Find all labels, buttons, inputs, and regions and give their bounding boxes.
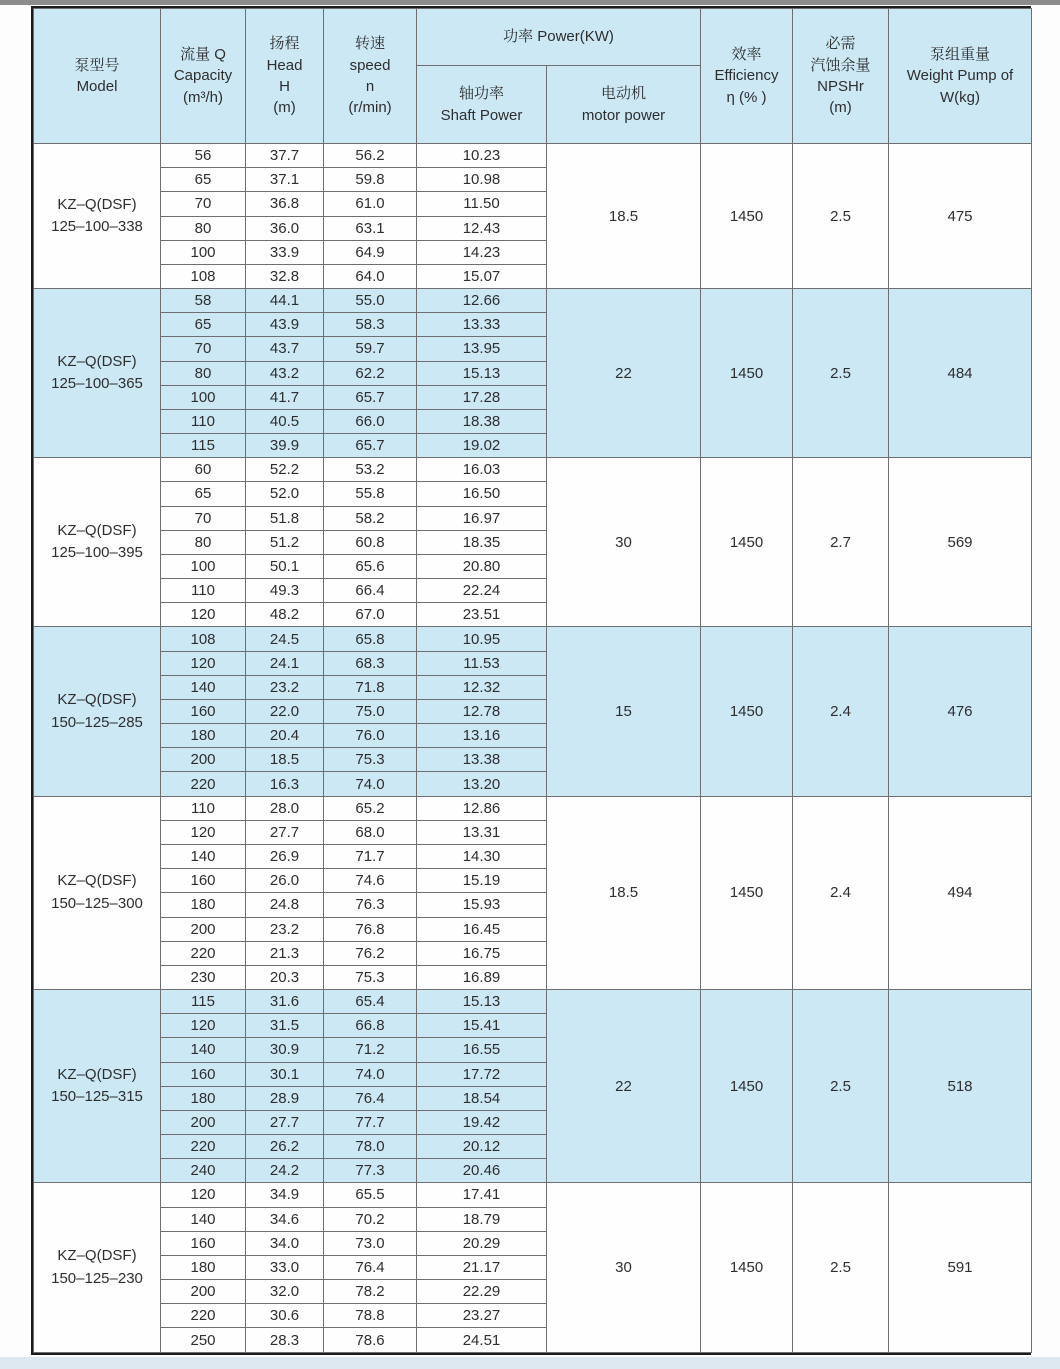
table-row [34, 990, 1032, 1014]
header-model-cn: 泵型号 [74, 56, 120, 74]
page-bottom-band [0, 1357, 1060, 1369]
head-cell: 39.9 [246, 434, 324, 458]
model-cell [34, 627, 161, 796]
shaft-power-cell: 20.80 [417, 554, 547, 578]
head-cell: 43.2 [246, 361, 324, 385]
speed-cell: 65.2 [324, 796, 417, 820]
header-weight-cn: 泵组重量 [929, 46, 990, 64]
model-line: 125–100–338 [51, 218, 143, 236]
weight-cell: 476 [889, 627, 1032, 796]
capacity-cell: 220 [161, 941, 246, 965]
shaft-power-cell: 17.28 [417, 385, 547, 409]
speed-cell: 66.4 [324, 579, 417, 603]
head-cell: 31.6 [246, 990, 324, 1014]
head-cell: 20.3 [246, 965, 324, 989]
capacity-cell: 200 [161, 1110, 246, 1134]
head-cell: 26.2 [246, 1135, 324, 1159]
model-line: 150–125–315 [51, 1088, 143, 1106]
shaft-power-cell: 14.23 [417, 240, 547, 264]
shaft-power-cell: 20.29 [417, 1231, 547, 1255]
header-shaft-power [417, 66, 547, 144]
speed-cell: 55.0 [324, 289, 417, 313]
shaft-power-cell: 10.23 [417, 144, 547, 168]
head-cell: 43.7 [246, 337, 324, 361]
head-cell: 37.1 [246, 168, 324, 192]
motor-power-cell: 18.5 [547, 796, 701, 989]
weight-cell: 569 [889, 458, 1032, 627]
capacity-cell: 140 [161, 844, 246, 868]
speed-cell: 65.4 [324, 990, 417, 1014]
speed-cell: 65.5 [324, 1183, 417, 1207]
shaft-power-cell: 16.97 [417, 506, 547, 530]
header-motor-power [547, 66, 701, 144]
speed-cell: 76.4 [324, 1086, 417, 1110]
head-cell: 44.1 [246, 289, 324, 313]
head-cell: 27.7 [246, 820, 324, 844]
shaft-power-cell: 18.38 [417, 409, 547, 433]
speed-cell: 65.7 [324, 434, 417, 458]
speed-cell: 66.0 [324, 409, 417, 433]
weight-cell: 494 [889, 796, 1032, 989]
header-weight [889, 9, 1032, 144]
motor-power-cell: 22 [547, 289, 701, 458]
capacity-cell: 120 [161, 820, 246, 844]
head-cell: 28.0 [246, 796, 324, 820]
efficiency-cell: 1450 [701, 990, 793, 1183]
speed-cell: 76.0 [324, 724, 417, 748]
shaft-power-cell: 22.29 [417, 1280, 547, 1304]
shaft-power-cell: 17.72 [417, 1062, 547, 1086]
speed-cell: 70.2 [324, 1207, 417, 1231]
head-cell: 26.0 [246, 869, 324, 893]
weight-cell: 475 [889, 144, 1032, 289]
shaft-power-cell: 15.93 [417, 893, 547, 917]
table-row [34, 1183, 1032, 1207]
shaft-power-cell: 16.75 [417, 941, 547, 965]
head-cell: 52.2 [246, 458, 324, 482]
shaft-power-cell: 12.78 [417, 699, 547, 723]
shaft-power-cell: 11.50 [417, 192, 547, 216]
speed-cell: 76.8 [324, 917, 417, 941]
shaft-power-cell: 13.38 [417, 748, 547, 772]
shaft-power-cell: 18.79 [417, 1207, 547, 1231]
model-line: KZ–Q(DSF) [57, 352, 137, 370]
capacity-cell: 180 [161, 1086, 246, 1110]
head-cell: 50.1 [246, 554, 324, 578]
header-efficiency-cn: 效率 [731, 46, 762, 64]
shaft-power-cell: 15.41 [417, 1014, 547, 1038]
shaft-power-cell: 16.45 [417, 917, 547, 941]
speed-cell: 78.6 [324, 1328, 417, 1353]
capacity-cell: 65 [161, 313, 246, 337]
header-speed-cn: 转速 [354, 35, 385, 53]
efficiency-cell: 1450 [701, 289, 793, 458]
shaft-power-cell: 12.86 [417, 796, 547, 820]
header-head-symbol: H [279, 78, 290, 95]
shaft-power-cell: 10.95 [417, 627, 547, 651]
capacity-cell: 115 [161, 434, 246, 458]
capacity-cell: 108 [161, 264, 246, 288]
head-cell: 24.5 [246, 627, 324, 651]
shaft-power-cell: 15.13 [417, 990, 547, 1014]
speed-cell: 60.8 [324, 530, 417, 554]
head-cell: 36.0 [246, 216, 324, 240]
header-efficiency [701, 9, 793, 144]
speed-cell: 68.3 [324, 651, 417, 675]
speed-cell: 56.2 [324, 144, 417, 168]
capacity-cell: 220 [161, 1304, 246, 1328]
pump-spec-table-frame [31, 6, 1031, 1355]
shaft-power-cell: 13.33 [417, 313, 547, 337]
model-line: 150–125–230 [51, 1269, 143, 1287]
model-line: KZ–Q(DSF) [57, 872, 137, 890]
capacity-cell: 180 [161, 893, 246, 917]
head-cell: 20.4 [246, 724, 324, 748]
speed-cell: 73.0 [324, 1231, 417, 1255]
header-speed-symbol: n [365, 78, 375, 95]
capacity-cell: 80 [161, 530, 246, 554]
weight-cell: 591 [889, 1183, 1032, 1353]
model-line: 150–125–285 [51, 713, 143, 731]
shaft-power-cell: 16.55 [417, 1038, 547, 1062]
model-line: KZ–Q(DSF) [57, 521, 137, 539]
capacity-cell: 110 [161, 579, 246, 603]
speed-cell: 75.3 [324, 748, 417, 772]
header-efficiency-en: Efficiency [714, 67, 779, 85]
header-speed [324, 9, 417, 144]
capacity-cell: 100 [161, 385, 246, 409]
speed-cell: 75.0 [324, 699, 417, 723]
head-cell: 28.3 [246, 1328, 324, 1353]
capacity-cell: 230 [161, 965, 246, 989]
speed-cell: 65.7 [324, 385, 417, 409]
capacity-cell: 108 [161, 627, 246, 651]
shaft-power-cell: 14.30 [417, 844, 547, 868]
capacity-cell: 160 [161, 699, 246, 723]
capacity-cell: 160 [161, 869, 246, 893]
head-cell: 43.9 [246, 313, 324, 337]
shaft-power-cell: 24.51 [417, 1328, 547, 1353]
shaft-power-cell: 12.66 [417, 289, 547, 313]
model-cell [34, 990, 161, 1183]
header-npshr-en: NPSHr [817, 78, 864, 95]
page-top-band [0, 0, 1060, 5]
capacity-cell: 200 [161, 917, 246, 941]
header-power-span-label: 功率 Power(KW) [503, 28, 614, 46]
weight-cell: 518 [889, 990, 1032, 1183]
capacity-cell: 220 [161, 1135, 246, 1159]
capacity-cell: 180 [161, 1255, 246, 1279]
model-line: 150–125–300 [51, 894, 143, 912]
head-cell: 24.1 [246, 651, 324, 675]
capacity-cell: 110 [161, 409, 246, 433]
speed-cell: 55.8 [324, 482, 417, 506]
head-cell: 34.0 [246, 1231, 324, 1255]
speed-cell: 77.7 [324, 1110, 417, 1134]
pump-spec-table [33, 8, 1032, 1353]
header-efficiency-unit: η (% ) [726, 88, 767, 106]
shaft-power-cell: 23.51 [417, 603, 547, 627]
header-row-1 [34, 9, 1032, 66]
shaft-power-cell: 15.13 [417, 361, 547, 385]
shaft-power-cell: 13.31 [417, 820, 547, 844]
speed-cell: 75.3 [324, 965, 417, 989]
head-cell: 30.9 [246, 1038, 324, 1062]
speed-cell: 76.3 [324, 893, 417, 917]
header-shaft-power-cn: 轴功率 [458, 85, 504, 103]
shaft-power-cell: 12.43 [417, 216, 547, 240]
head-cell: 36.8 [246, 192, 324, 216]
head-cell: 23.2 [246, 917, 324, 941]
head-cell: 33.9 [246, 240, 324, 264]
capacity-cell: 58 [161, 289, 246, 313]
speed-cell: 59.8 [324, 168, 417, 192]
model-cell [34, 1183, 161, 1353]
capacity-cell: 80 [161, 216, 246, 240]
table-row [34, 627, 1032, 651]
shaft-power-cell: 13.20 [417, 772, 547, 796]
head-cell: 26.9 [246, 844, 324, 868]
header-speed-en: speed [349, 56, 391, 74]
header-capacity-cn: 流量 Q [180, 46, 226, 64]
header-motor-power-cn: 电动机 [600, 85, 646, 103]
head-cell: 22.0 [246, 699, 324, 723]
head-cell: 37.7 [246, 144, 324, 168]
capacity-cell: 110 [161, 796, 246, 820]
capacity-cell: 120 [161, 1014, 246, 1038]
npshr-cell: 2.5 [793, 990, 889, 1183]
speed-cell: 64.0 [324, 264, 417, 288]
efficiency-cell: 1450 [701, 144, 793, 289]
motor-power-cell: 18.5 [547, 144, 701, 289]
model-line: KZ–Q(DSF) [57, 691, 137, 709]
shaft-power-cell: 16.89 [417, 965, 547, 989]
head-cell: 18.5 [246, 748, 324, 772]
speed-cell: 77.3 [324, 1159, 417, 1183]
header-model-en: Model [76, 78, 118, 95]
speed-cell: 78.0 [324, 1135, 417, 1159]
head-cell: 40.5 [246, 409, 324, 433]
speed-cell: 71.2 [324, 1038, 417, 1062]
shaft-power-cell: 20.46 [417, 1159, 547, 1183]
shaft-power-cell: 12.32 [417, 675, 547, 699]
npshr-cell: 2.5 [793, 289, 889, 458]
npshr-cell: 2.4 [793, 627, 889, 796]
capacity-cell: 100 [161, 554, 246, 578]
shaft-power-cell: 16.50 [417, 482, 547, 506]
speed-cell: 68.0 [324, 820, 417, 844]
head-cell: 24.2 [246, 1159, 324, 1183]
shaft-power-cell: 18.54 [417, 1086, 547, 1110]
table-row [34, 458, 1032, 482]
shaft-power-cell: 20.12 [417, 1135, 547, 1159]
head-cell: 30.6 [246, 1304, 324, 1328]
header-capacity-unit: (m³/h) [183, 88, 223, 106]
head-cell: 21.3 [246, 941, 324, 965]
npshr-cell: 2.4 [793, 796, 889, 989]
capacity-cell: 140 [161, 1207, 246, 1231]
header-head-en: Head [266, 56, 303, 74]
weight-cell: 484 [889, 289, 1032, 458]
capacity-cell: 250 [161, 1328, 246, 1353]
shaft-power-cell: 13.95 [417, 337, 547, 361]
head-cell: 27.7 [246, 1110, 324, 1134]
motor-power-cell: 22 [547, 990, 701, 1183]
head-cell: 51.8 [246, 506, 324, 530]
head-cell: 16.3 [246, 772, 324, 796]
capacity-cell: 140 [161, 1038, 246, 1062]
speed-cell: 62.2 [324, 361, 417, 385]
npshr-cell: 2.7 [793, 458, 889, 627]
model-line: 125–100–365 [51, 375, 143, 393]
npshr-cell: 2.5 [793, 1183, 889, 1353]
head-cell: 33.0 [246, 1255, 324, 1279]
efficiency-cell: 1450 [701, 1183, 793, 1353]
speed-cell: 65.6 [324, 554, 417, 578]
head-cell: 31.5 [246, 1014, 324, 1038]
speed-cell: 76.4 [324, 1255, 417, 1279]
header-npshr-cn1: 必需 [825, 35, 856, 53]
shaft-power-cell: 17.41 [417, 1183, 547, 1207]
capacity-cell: 70 [161, 192, 246, 216]
speed-cell: 65.8 [324, 627, 417, 651]
capacity-cell: 100 [161, 240, 246, 264]
speed-cell: 58.3 [324, 313, 417, 337]
capacity-cell: 65 [161, 168, 246, 192]
speed-cell: 71.8 [324, 675, 417, 699]
header-capacity-en: Capacity [173, 67, 233, 85]
shaft-power-cell: 23.27 [417, 1304, 547, 1328]
speed-cell: 53.2 [324, 458, 417, 482]
header-weight-en: Weight Pump of [906, 67, 1014, 85]
speed-cell: 59.7 [324, 337, 417, 361]
shaft-power-cell: 19.42 [417, 1110, 547, 1134]
motor-power-cell: 30 [547, 1183, 701, 1353]
motor-power-cell: 15 [547, 627, 701, 796]
header-speed-unit: (r/min) [348, 99, 392, 117]
speed-cell: 78.8 [324, 1304, 417, 1328]
table-row [34, 144, 1032, 168]
model-line: KZ–Q(DSF) [57, 195, 137, 213]
capacity-cell: 60 [161, 458, 246, 482]
head-cell: 23.2 [246, 675, 324, 699]
capacity-cell: 160 [161, 1231, 246, 1255]
header-npshr [793, 9, 889, 144]
efficiency-cell: 1450 [701, 458, 793, 627]
efficiency-cell: 1450 [701, 627, 793, 796]
shaft-power-cell: 15.19 [417, 869, 547, 893]
header-motor-power-en: motor power [581, 106, 666, 124]
header-weight-unit: W(kg) [940, 88, 980, 106]
header-head-cn: 扬程 [269, 35, 300, 53]
header-head [246, 9, 324, 144]
shaft-power-cell: 11.53 [417, 651, 547, 675]
shaft-power-cell: 18.35 [417, 530, 547, 554]
shaft-power-cell: 16.03 [417, 458, 547, 482]
capacity-cell: 140 [161, 675, 246, 699]
shaft-power-cell: 13.16 [417, 724, 547, 748]
model-line: 125–100–395 [51, 544, 143, 562]
shaft-power-cell: 21.17 [417, 1255, 547, 1279]
head-cell: 52.0 [246, 482, 324, 506]
capacity-cell: 240 [161, 1159, 246, 1183]
capacity-cell: 70 [161, 337, 246, 361]
speed-cell: 64.9 [324, 240, 417, 264]
speed-cell: 58.2 [324, 506, 417, 530]
header-model [34, 9, 161, 144]
head-cell: 32.8 [246, 264, 324, 288]
shaft-power-cell: 19.02 [417, 434, 547, 458]
table-row [34, 289, 1032, 313]
capacity-cell: 120 [161, 603, 246, 627]
capacity-cell: 220 [161, 772, 246, 796]
speed-cell: 71.7 [324, 844, 417, 868]
speed-cell: 78.2 [324, 1280, 417, 1304]
head-cell: 48.2 [246, 603, 324, 627]
head-cell: 32.0 [246, 1280, 324, 1304]
head-cell: 24.8 [246, 893, 324, 917]
head-cell: 34.9 [246, 1183, 324, 1207]
shaft-power-cell: 22.24 [417, 579, 547, 603]
capacity-cell: 115 [161, 990, 246, 1014]
motor-power-cell: 30 [547, 458, 701, 627]
head-cell: 51.2 [246, 530, 324, 554]
capacity-cell: 70 [161, 506, 246, 530]
header-head-unit: (m) [273, 99, 296, 117]
table-row [34, 796, 1032, 820]
capacity-cell: 200 [161, 1280, 246, 1304]
capacity-cell: 200 [161, 748, 246, 772]
model-cell [34, 144, 161, 289]
header-shaft-power-en: Shaft Power [440, 106, 523, 124]
speed-cell: 63.1 [324, 216, 417, 240]
header-capacity [161, 9, 246, 144]
efficiency-cell: 1450 [701, 796, 793, 989]
speed-cell: 66.8 [324, 1014, 417, 1038]
header-npshr-unit: (m) [829, 99, 852, 117]
shaft-power-cell: 10.98 [417, 168, 547, 192]
speed-cell: 74.0 [324, 772, 417, 796]
capacity-cell: 180 [161, 724, 246, 748]
head-cell: 28.9 [246, 1086, 324, 1110]
model-cell [34, 458, 161, 627]
npshr-cell: 2.5 [793, 144, 889, 289]
capacity-cell: 56 [161, 144, 246, 168]
speed-cell: 61.0 [324, 192, 417, 216]
capacity-cell: 120 [161, 651, 246, 675]
capacity-cell: 65 [161, 482, 246, 506]
model-cell [34, 289, 161, 458]
header-npshr-cn2: 汽蚀余量 [810, 56, 871, 74]
shaft-power-cell: 15.07 [417, 264, 547, 288]
head-cell: 30.1 [246, 1062, 324, 1086]
model-line: KZ–Q(DSF) [57, 1065, 137, 1083]
capacity-cell: 80 [161, 361, 246, 385]
head-cell: 49.3 [246, 579, 324, 603]
head-cell: 41.7 [246, 385, 324, 409]
speed-cell: 76.2 [324, 941, 417, 965]
speed-cell: 67.0 [324, 603, 417, 627]
head-cell: 34.6 [246, 1207, 324, 1231]
speed-cell: 74.6 [324, 869, 417, 893]
capacity-cell: 160 [161, 1062, 246, 1086]
capacity-cell: 120 [161, 1183, 246, 1207]
speed-cell: 74.0 [324, 1062, 417, 1086]
header-power-span [417, 9, 701, 66]
model-line: KZ–Q(DSF) [57, 1247, 137, 1265]
model-cell [34, 796, 161, 989]
